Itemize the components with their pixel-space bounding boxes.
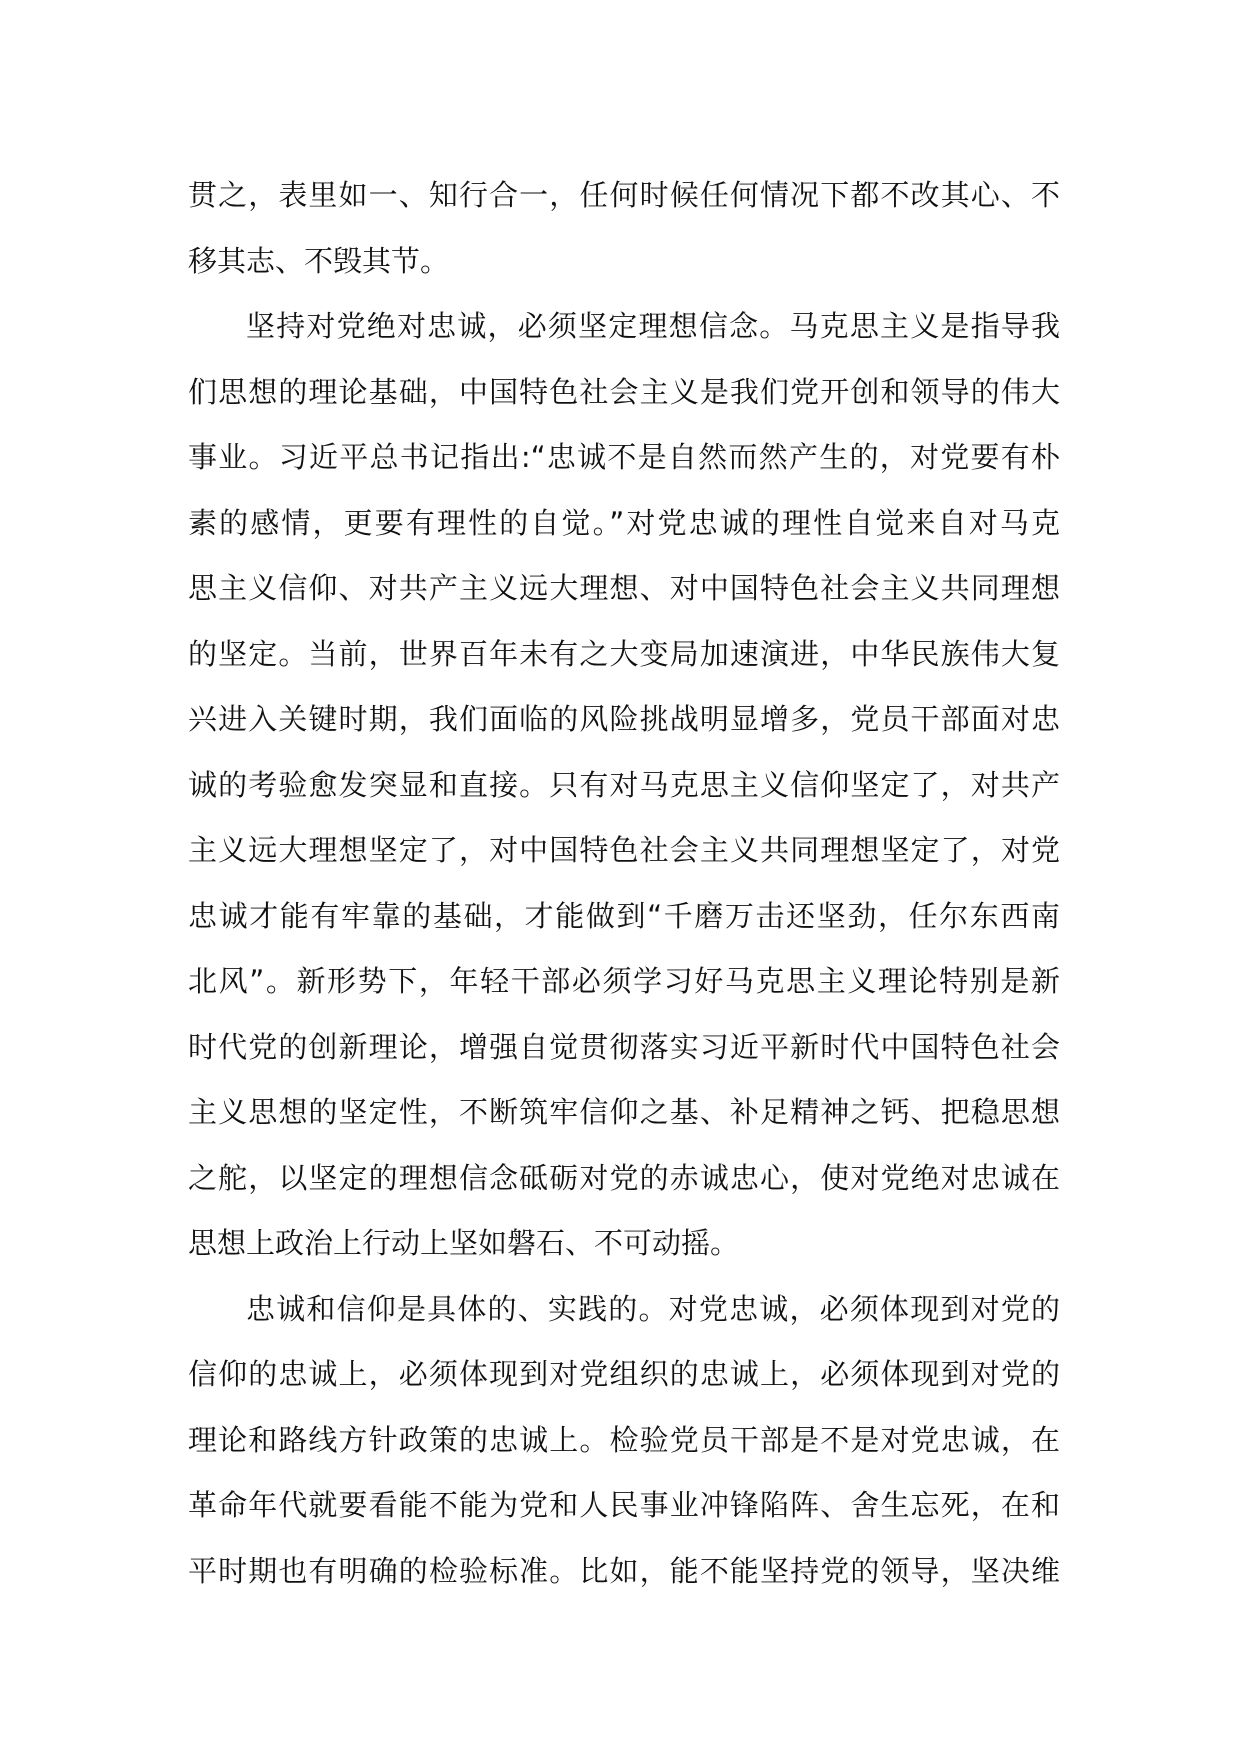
- text-line: 坚持对党绝对忠诚，必须坚定理想信念。马克思主义是指导我: [246, 309, 1060, 343]
- text-line: 们思想的理论基础，中国特色社会主义是我们党开创和领导的伟大: [188, 374, 1060, 409]
- text-line: 时代党的创新理论，增强自觉贯彻落实习近平新时代中国特色社会: [188, 1029, 1060, 1064]
- text-line: 移其志、不毁其节。: [188, 243, 450, 278]
- text-line: 北风”。新形势下，年轻干部必须学习好马克思主义理论特别是新: [188, 964, 1060, 998]
- text-line: 主义思想的坚定性，不断筑牢信仰之基、补足精神之钙、把稳思想: [188, 1095, 1060, 1129]
- text-line: 兴进入关键时期，我们面临的风险挑战明显增多，党员干部面对忠: [188, 702, 1060, 736]
- text-line: 思主义信仰、对共产主义远大理想、对中国特色社会主义共同理想: [188, 571, 1060, 605]
- text-line: 忠诚和信仰是具体的、实践的。对党忠诚，必须体现到对党的: [246, 1291, 1060, 1326]
- text-line: 诚的考验愈发突显和直接。只有对马克思主义信仰坚定了，对共产: [188, 767, 1060, 802]
- text-line: 理论和路线方针政策的忠诚上。检验党员干部是不是对党忠诚，在: [188, 1422, 1060, 1457]
- text-line: 素的感情，更要有理性的自觉。”对党忠诚的理性自觉来自对马克: [188, 505, 1060, 540]
- text-line: 平时期也有明确的检验标准。比如，能不能坚持党的领导，坚决维: [188, 1553, 1060, 1588]
- body-text: [188, 163, 1060, 1604]
- text-line: 主义远大理想坚定了，对中国特色社会主义共同理想坚定了，对党: [188, 833, 1060, 867]
- text-line: 思想上政治上行动上坚如磐石、不可动摇。: [188, 1226, 740, 1260]
- text-line: 之舵，以坚定的理想信念砥砺对党的赤诚忠心，使对党绝对忠诚在: [188, 1160, 1060, 1195]
- text-line: 贯之，表里如一、知行合一，任何时候任何情况下都不改其心、不: [188, 178, 1060, 212]
- text-line: 信仰的忠诚上，必须体现到对党组织的忠诚上，必须体现到对党的: [188, 1357, 1060, 1391]
- text-line: 的坚定。当前，世界百年未有之大变局加速演进，中华民族伟大复: [188, 636, 1060, 671]
- text-line: 革命年代就要看能不能为党和人民事业冲锋陷阵、舍生忘死，在和: [188, 1488, 1060, 1522]
- text-line: 忠诚才能有牢靠的基础，才能做到“千磨万击还坚劲，任尔东西南: [188, 898, 1060, 933]
- text-line: 事业。习近平总书记指出:“忠诚不是自然而然产生的，对党要有朴: [188, 440, 1060, 474]
